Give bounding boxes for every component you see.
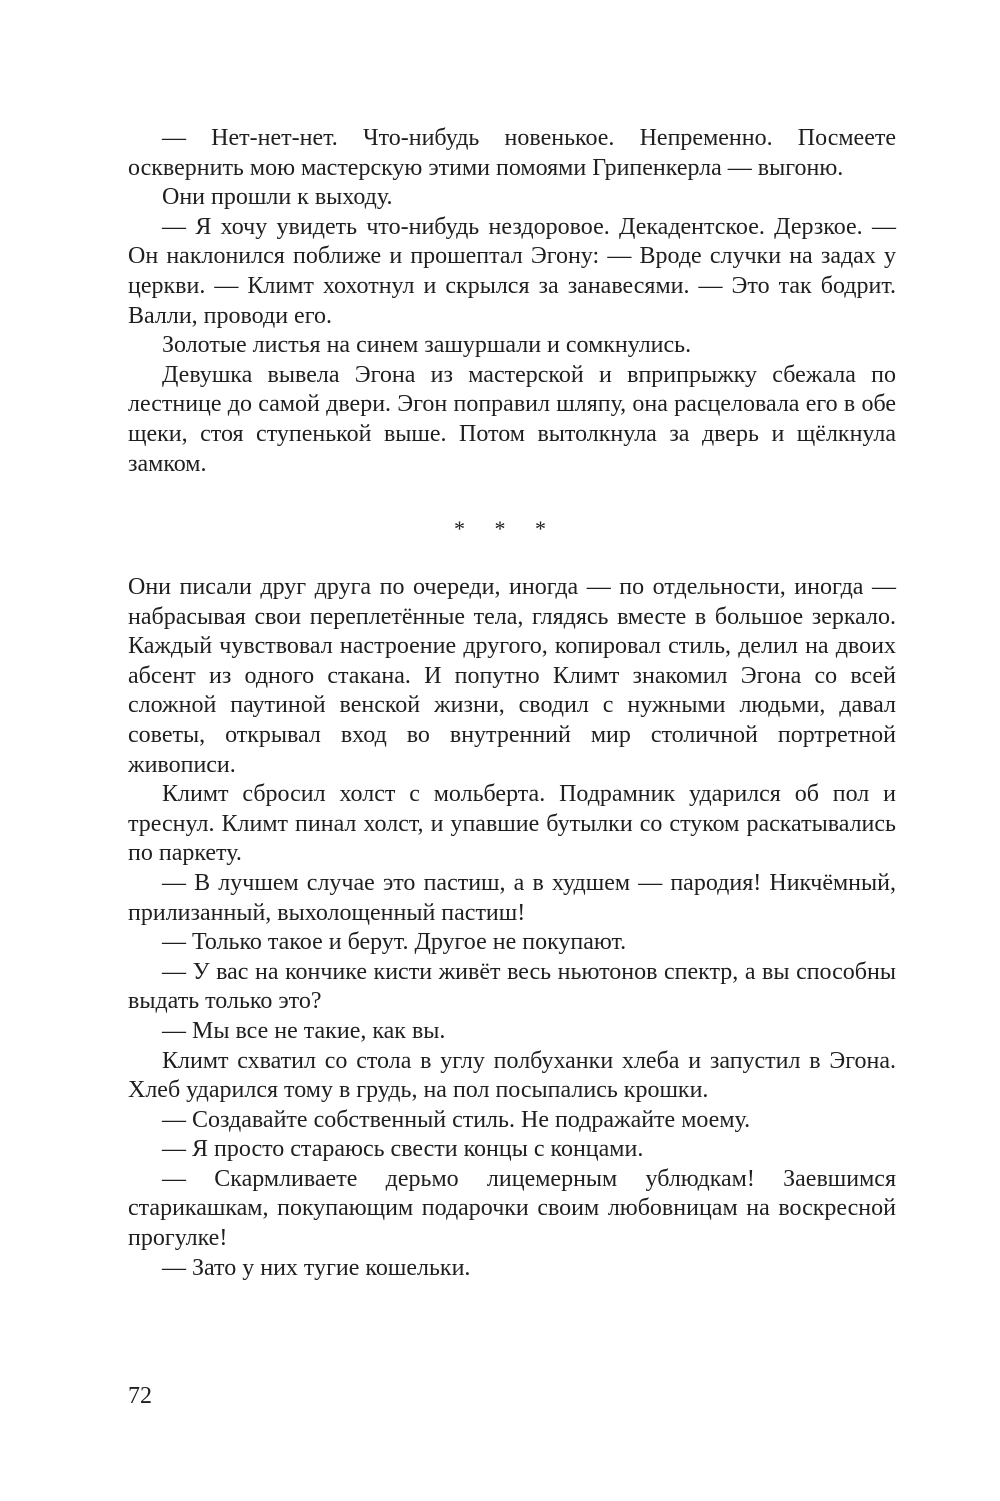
- text-section-top: [128, 124, 896, 479]
- paragraph: — Я хочу увидеть что-нибудь нездоровое. Декадентское. Дерзкое. — Он наклонился поближе и прошептал Эгону: — Вроде случки на задах у церкви. — Климт хохотнул и скрылся за занавесями. — Это так бодрит. Валли, проводи его.: [128, 213, 896, 329]
- text-section-bottom: [128, 573, 896, 1283]
- paragraph: Девушка вывела Эгона из мастерской и вприпрыжку сбежала по лестнице до самой двери. Эгон поправил шляпу, она расцеловала его в обе щеки, стоя ступенькой выше. Потом вытолкнула за дверь и щёлкнула замком.: [128, 361, 896, 477]
- paragraph: Климт сбросил холст с мольберта. Подрамник ударился об пол и треснул. Климт пинал холст, и упавшие бутылки со стуком раскатывались по паркету.: [128, 781, 896, 867]
- paragraph: — Скармливаете дерьмо лицемерным ублюдкам! Заевшимся старикашкам, покупающим подарочки своим любовницам на воскресной прогулке!: [128, 1165, 896, 1252]
- paragraph: — У вас на кончике кисти живёт весь ньютонов спектр, а вы способны выдать только это?: [128, 958, 896, 1015]
- paragraph: Они прошли к выходу.: [162, 184, 393, 211]
- paragraph: — Нет-нет-нет. Что-нибудь новенькое. Непременно. Посмеете осквернить мою мастерскую этими помоями Грипенкерла — выгоню.: [128, 125, 896, 181]
- paragraph: — В лучшем случае это пастиш, а в худшем — пародия! Никчёмный, прилизанный, выхолощенный пастиш!: [128, 869, 896, 926]
- paragraph: — Зато у них тугие кошельки.: [162, 1254, 471, 1281]
- paragraph: Они писали друг друга по очереди, иногда — по отдельности, иногда — набрасывая свои переплетённые тела, глядясь вместе в большое зеркало. Каждый чувствовал настроение другого, копировал стиль, делил на двоих абсент из одного стакана. И попутно Климт знакомил Эгона со всей сложной паутиной венской жизни, сводил с нужными людьми, давал советы, открывал вход во внутренний мир столичной портретной живописи.: [128, 574, 896, 778]
- page-number: 72: [128, 1383, 152, 1409]
- section-separator: * * *: [454, 516, 558, 541]
- paragraph: — Только такое и берут. Другое не покупают.: [162, 929, 627, 956]
- paragraph: — Я просто стараюсь свести концы с концами.: [162, 1136, 644, 1163]
- paragraph: — Мы все не такие, как вы.: [162, 1017, 446, 1044]
- paragraph: — Создавайте собственный стиль. Не подражайте моему.: [162, 1106, 751, 1133]
- paragraph: Золотые листья на синем зашуршали и сомкнулись.: [162, 332, 692, 359]
- paragraph: Климт схватил со стола в углу полбуханки хлеба и запустил в Эгона. Хлеб ударился тому в грудь, на пол посыпались крошки.: [128, 1047, 896, 1104]
